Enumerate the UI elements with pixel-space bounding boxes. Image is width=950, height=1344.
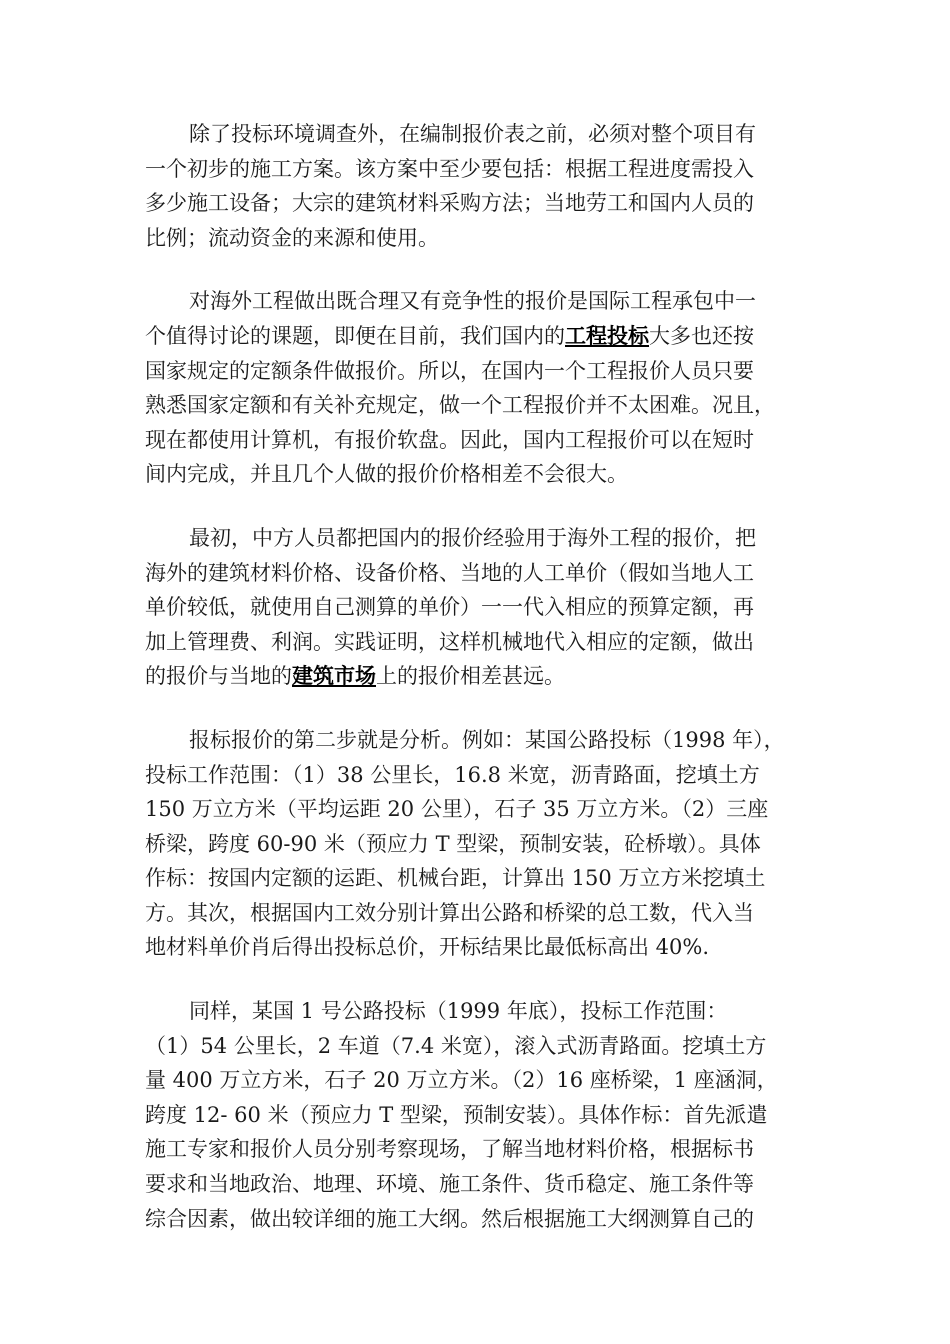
paragraph-line: 方。其次，根据国内工效分别计算出公路和桥梁的总工数，代入当: [145, 900, 754, 925]
paragraph-line: 对海外工程做出既合理又有竞争性的报价是国际工程承包中一: [189, 289, 756, 314]
paragraph-line: 桥梁，跨度 60-90 米（预应力 T 型梁，预制安装，砼桥墩）。具体: [145, 831, 761, 856]
paragraph-line-with-link: [145, 319, 815, 354]
paragraph-2: [145, 284, 815, 492]
paragraph-line: 施工专家和报价人员分别考察现场，了解当地材料价格，根据标书: [145, 1137, 754, 1162]
paragraph-line: 同样，某国 1 号公路投标（1999 年底），投标工作范围：: [189, 999, 728, 1024]
paragraph-line: 多少施工设备；大宗的建筑材料采购方法；当地劳工和国内人员的: [145, 191, 754, 216]
paragraph-line: 除了投标环境调查外，在编制报价表之前，必须对整个项目有: [189, 122, 756, 146]
paragraph-line: 间内完成，并且几个人做的报价价格相差不会很大。: [145, 462, 628, 487]
paragraph-line: 综合因素，做出较详细的施工大纲。然后根据施工大纲测算自己的: [145, 1206, 754, 1231]
paragraph-line: 投标工作范围：（1）38 公里长，16.8 米宽，沥青路面，挖填土方: [145, 762, 760, 787]
paragraph-line: （1）54 公里长，2 车道（7.4 米宽），滚入式沥青路面。挖填土方: [145, 1033, 767, 1058]
text-segment: 的报价与当地的: [145, 664, 292, 689]
keyword-link-engineering-bidding[interactable]: 工程投标: [565, 322, 649, 348]
paragraph-5: [145, 994, 815, 1236]
paragraph-line: 150 万立方米（平均运距 20 公里），石子 35 万立方米。（2）三座: [145, 797, 769, 822]
paragraph-line: 报标报价的第二步就是分析。例如：某国公路投标（1998 年），: [189, 727, 785, 752]
paragraph-line: 海外的建筑材料价格、设备价格、当地的人工单价（假如当地人工: [145, 560, 754, 585]
paragraph-line: 加上管理费、利润。实践证明，这样机械地代入相应的定额，做出: [145, 629, 754, 654]
paragraph-line: 跨度 12- 60 米（预应力 T 型梁，预制安装）。具体作标：首先派遣: [145, 1102, 768, 1127]
paragraph-1: [145, 117, 815, 255]
paragraph-line: 要求和当地政治、地理、环境、施工条件、货币稳定、施工条件等: [145, 1172, 754, 1197]
paragraph-line: 熟悉国家定额和有关补充规定，做一个工程报价并不太困难。况且，: [145, 393, 775, 418]
paragraph-line: 作标：按国内定额的运距、机械台距，计算出 150 万立方米挖填土: [145, 866, 766, 891]
paragraph-line: 量 400 万立方米，石子 20 万立方米。（2）16 座桥梁，1 座涵洞，: [145, 1068, 778, 1093]
paragraph-line: 最初，中方人员都把国内的报价经验用于海外工程的报价，把: [189, 525, 756, 550]
paragraph-line: 一个初步的施工方案。该方案中至少要包括：根据工程进度需投入: [145, 156, 754, 181]
paragraph-3: [145, 521, 815, 694]
text-segment: 上的报价相差甚远。: [376, 664, 565, 689]
paragraph-line: 国家规定的定额条件做报价。所以，在国内一个工程报价人员只要: [145, 358, 754, 383]
paragraph-line: 现在都使用计算机，有报价软盘。因此，国内工程报价可以在短时: [145, 427, 754, 452]
paragraph-line-with-link: [145, 659, 815, 694]
text-segment: 大多也还按: [649, 323, 754, 348]
text-segment: 个值得讨论的课题，即便在目前，我们国内的: [145, 323, 565, 348]
document-body: [145, 117, 815, 1265]
paragraph-line: 地材料单价肖后得出投标总价，开标结果比最低标高出 40%.: [145, 935, 710, 960]
keyword-link-construction-market[interactable]: 建筑市场: [292, 663, 376, 689]
paragraph-line: 比例；流动资金的来源和使用。: [145, 225, 439, 250]
paragraph-4: [145, 723, 815, 965]
paragraph-line: 单价较低，就使用自己测算的单价）一一代入相应的预算定额，再: [145, 595, 754, 620]
